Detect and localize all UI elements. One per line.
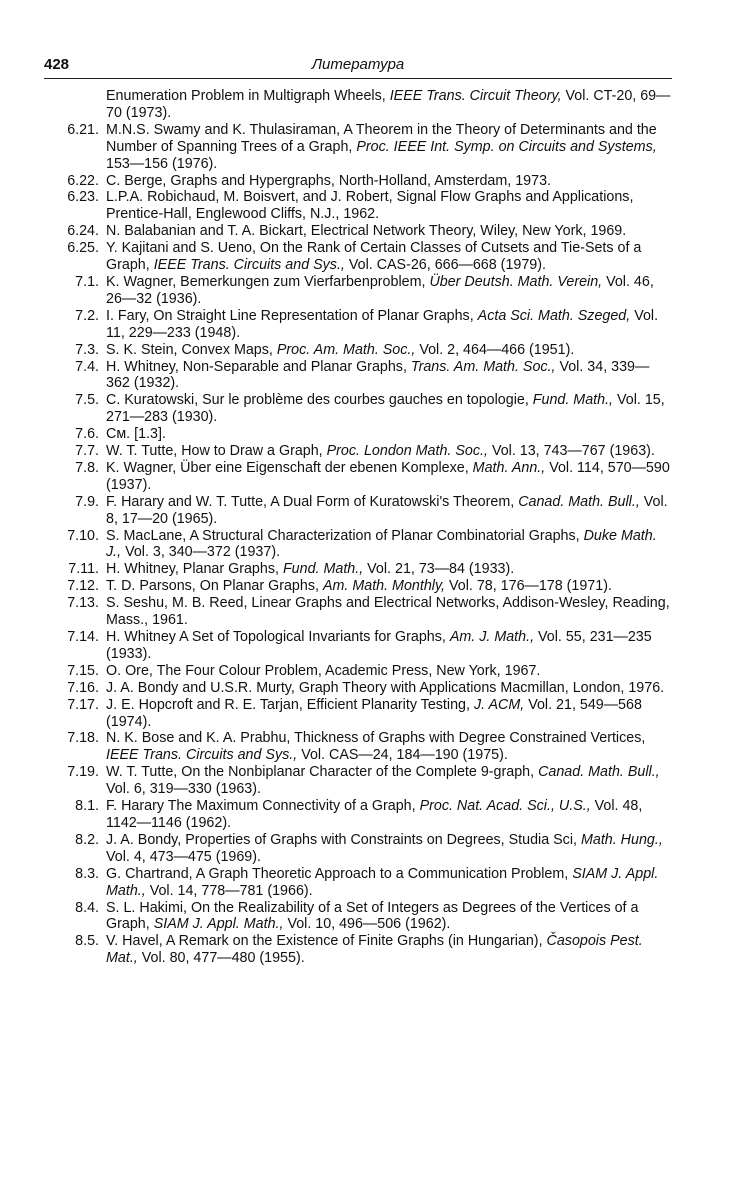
reference-entry [40,595,672,629]
reference-entry [40,730,672,764]
reference-source: Fund. Math., [532,392,614,409]
reference-source: SIAM J. Appl. Math., [153,916,284,933]
reference-source: Proc. Nat. Acad. Sci., U.S., [419,798,591,815]
reference-entry [40,832,672,866]
reference-entry [40,308,672,342]
reference-text: Y. Kajitani and S. Ueno, On the Rank of Certain Classes of Cutsets and Tie-Sets of a Graph, [106,240,642,274]
reference-source: Fund. Math., [282,561,364,578]
reference-text: L.P.A. Robichaud, M. Boisvert, and J. Robert, Signal Flow Graphs and Applications, Prentice-Hall, Englewood Cliffs, N.J., 1962. [106,189,634,223]
reference-number: 7.5. [75,392,99,409]
reference-number: 7.18. [67,730,99,747]
reference-source: J. ACM, [473,696,525,713]
reference-entry [40,561,672,578]
reference-text: W. T. Tutte, How to Draw a Graph, [106,443,327,460]
reference-text: C. Kuratowski, Sur le problème des courbes gauches en topologie, [106,392,533,409]
reference-number: 6.21. [67,121,99,138]
reference-text: Vol. 48, 1142—1146 (1962). [106,798,643,831]
reference-text: Vol. 14, 778—781 (1966). [145,882,313,899]
reference-entry [40,274,672,308]
reference-entry [40,88,672,122]
reference-text: Vol. CAS—24, 184—190 (1975). [297,747,508,764]
reference-number: 7.10. [67,527,99,544]
reference-number: 7.6. [75,426,99,443]
reference-number: 8.2. [75,831,99,848]
reference-source: Proc. IEEE Int. Symp. on Circuits and Systems, [356,138,657,155]
reference-source: Proc. London Math. Soc., [326,443,488,460]
reference-text: S. MacLane, A Structural Characterization of Planar Combinatorial Graphs, [106,527,584,544]
reference-number: 7.9. [75,493,99,510]
reference-text: Vol. 8, 17—20 (1965). [106,493,668,527]
reference-number: 7.14. [67,629,99,645]
page-number: 428 [44,56,70,73]
reference-text: H. Whitney, Planar Graphs, [106,561,283,578]
reference-text: Vol. 46, 26—32 (1936). [106,273,654,307]
reference-text: Vol. 2, 464—466 (1951). [415,341,575,358]
reference-source: Canad. Math. Bull., [538,764,660,781]
reference-list [40,88,672,967]
reference-number: 7.8. [75,459,99,476]
reference-entry [40,189,672,223]
reference-number: 7.11. [68,561,99,578]
reference-text: W. T. Tutte, On the Nonbiplanar Character of the Complete 9-graph, [106,764,539,781]
reference-text: Vol. CAS-26, 666—668 (1979). [344,257,546,274]
reference-text: Vol. 21, 73—84 (1933). [363,561,515,578]
reference-entry [40,426,672,443]
reference-text: F. Harary and W. T. Tutte, A Dual Form of Kuratowski's Theorem, [106,493,519,510]
reference-text: См. [1.3]. [106,426,166,443]
reference-text: O. Ore, The Four Colour Problem, Academic Press, New York, 1967. [106,662,541,679]
reference-entry [40,392,672,426]
reference-text: N. K. Bose and K. A. Prabhu, Thickness of Graphs with Degree Constrained Vertices, [106,730,646,747]
reference-text: K. Wagner, Über eine Eigenschaft der ebenen Komplexe, [106,459,473,476]
reference-number: 7.16. [67,679,99,696]
reference-text: Vol. 10, 496—506 (1962). [283,916,451,933]
reference-number: 7.12. [67,578,99,595]
reference-text: Enumeration Problem in Multigraph Wheels, [106,88,390,104]
reference-entry [40,663,672,680]
reference-entry [40,460,672,494]
page-header [44,56,672,78]
reference-number: 8.3. [75,865,99,882]
reference-text: J. E. Hopcroft and R. E. Tarjan, Efficient Planarity Testing, [106,696,474,713]
reference-entry [40,359,672,393]
reference-entry [40,900,672,934]
reference-entry [40,933,672,967]
reference-text: J. A. Bondy and U.S.R. Murty, Graph Theory with Applications Macmillan, London, 1976. [106,679,665,696]
reference-text: S. L. Hakimi, On the Realizability of a Set of Integers as Degrees of the Vertices of a Graph, [106,899,639,933]
reference-source: IEEE Trans. Circuits and Sys., [153,257,345,274]
reference-text: G. Chartrand, A Graph Theoretic Approach to a Communication Problem, [106,865,573,882]
reference-text: Vol. 78, 176—178 (1971). [445,578,612,595]
reference-source: Acta Sci. Math. Szeged, [477,307,631,324]
reference-entry [40,764,672,798]
reference-text: I. Fary, On Straight Line Representation of Planar Graphs, [106,307,478,324]
reference-source: Math. Hung., [580,831,663,848]
reference-source: Canad. Math. Bull., [518,493,640,510]
reference-text: Vol. 11, 229—233 (1948). [106,307,659,341]
reference-text: Vol. 4, 473—475 (1969). [106,848,261,865]
reference-text: Vol. 6, 319—330 (1963). [106,781,261,798]
reference-entry [40,629,672,663]
reference-source: IEEE Trans. Circuits and Sys., [106,747,298,764]
reference-number: 7.17. [67,696,99,713]
reference-text: Vol. 13, 743—767 (1963). [487,443,655,460]
reference-entry [40,342,672,359]
reference-text: V. Havel, A Remark on the Existence of Finite Graphs (in Hungarian), [106,933,547,950]
reference-text: T. D. Parsons, On Planar Graphs, [106,578,323,595]
reference-entry [40,443,672,460]
reference-text: S. Seshu, M. B. Reed, Linear Graphs and Electrical Networks, Addison-Wesley, Reading, Mass., 1961. [106,595,670,629]
reference-text: Vol. 3, 340—372 (1937). [121,544,281,561]
reference-entry [40,866,672,900]
reference-source: Am. Math. Monthly, [322,578,446,595]
reference-entry [40,528,672,562]
reference-entry [40,578,672,595]
reference-text: C. Berge, Graphs and Hypergraphs, North-Holland, Amsterdam, 1973. [106,172,552,189]
reference-number: 7.13. [67,595,99,612]
reference-number: 7.19. [67,764,99,781]
reference-source: Časopois Pest. Mat., [106,933,643,967]
reference-number: 8.5. [75,933,99,950]
reference-number: 7.15. [67,662,99,679]
reference-text: Vol. 55, 231—235 (1933). [106,629,652,662]
reference-number: 7.2. [75,307,99,324]
reference-source: Am. J. Math., [449,629,535,645]
reference-text: Vol. 114, 570—590 (1937). [106,459,670,493]
reference-source: SIAM J. Appl. Math., [106,865,659,899]
reference-entry [40,240,672,274]
reference-source: Math. Ann., [472,459,546,476]
reference-number: 7.3. [75,341,99,358]
reference-text: Vol. CT-20, 69—70 (1973). [106,88,671,121]
reference-source: Duke Math. J., [106,527,657,561]
reference-text: H. Whitney A Set of Topological Invariants for Graphs, [106,629,450,645]
reference-text: S. K. Stein, Convex Maps, [106,341,277,358]
reference-number: 7.4. [75,358,99,375]
reference-text: Vol. 80, 477—480 (1955). [137,950,305,967]
reference-source: Trans. Am. Math. Soc., [410,358,556,375]
reference-text: Vol. 15, 271—283 (1930). [106,392,665,426]
reference-text: Vol. 34, 339—362 (1932). [106,358,650,392]
reference-number: 8.1. [75,798,99,815]
reference-text: J. A. Bondy, Properties of Graphs with Constraints on Degrees, Studia Sci, [106,831,581,848]
reference-entry [40,798,672,832]
reference-text: K. Wagner, Bemerkungen zum Vierfarbenproblem, [106,273,430,290]
header-rule [44,78,672,79]
reference-number: 7.7. [75,443,99,460]
reference-text: N. Balabanian and T. A. Bickart, Electrical Network Theory, Wiley, New York, 1969. [106,223,627,240]
reference-source: IEEE Trans. Circuit Theory, [389,88,562,104]
reference-text: M.N.S. Swamy and K. Thulasiraman, A Theorem in the Theory of Determinants and the Number of Spanning Trees of a Graph, [106,121,657,155]
reference-entry [40,223,672,240]
reference-number: 8.4. [75,899,99,916]
reference-entry [40,680,672,697]
reference-source: Über Deutsh. Math. Verein, [429,273,603,290]
reference-text: H. Whitney, Non-Separable and Planar Graphs, [106,358,411,375]
running-title: Литература [311,56,405,73]
reference-text: F. Harary The Maximum Connectivity of a Graph, [106,798,420,815]
reference-entry [40,494,672,528]
reference-text: 153—156 (1976). [106,155,218,172]
reference-number: 6.25. [67,240,99,257]
reference-source: Proc. Am. Math. Soc., [276,341,416,358]
reference-number: 6.22. [67,172,99,189]
reference-entry [40,173,672,190]
reference-entry [40,697,672,731]
reference-entry [40,122,672,173]
reference-number: 6.23. [67,189,99,206]
reference-text: Vol. 21, 549—568 (1974). [106,696,642,730]
reference-number: 7.1. [75,273,99,290]
reference-number: 6.24. [67,223,99,240]
